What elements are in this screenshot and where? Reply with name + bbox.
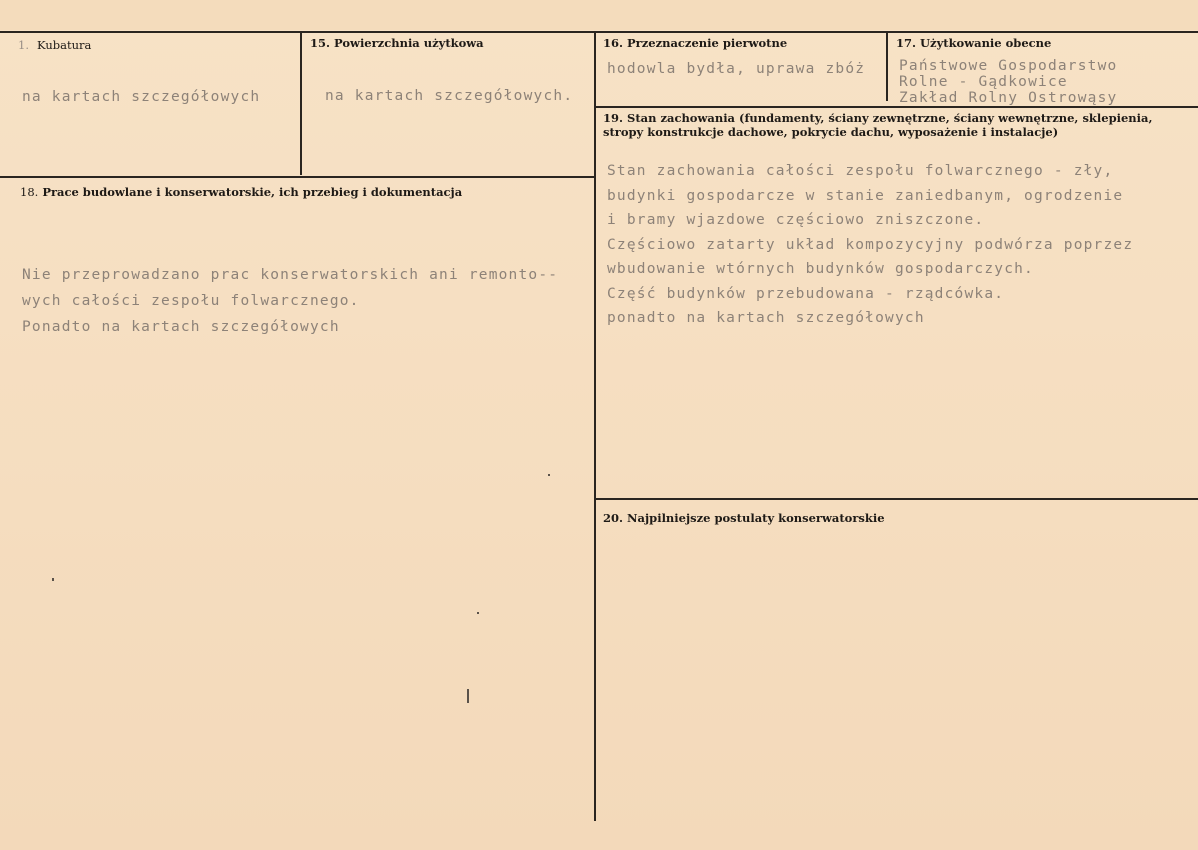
field-17-number: 17. bbox=[896, 36, 917, 50]
field-17-title: Użytkowanie obecne bbox=[920, 36, 1052, 50]
field-19-line: ponadto na kartach szczegółowych bbox=[607, 310, 925, 326]
field-20-number: 20. bbox=[603, 511, 624, 525]
field-19-line: wbudowanie wtórnych budynków gospodarczych. bbox=[607, 261, 1034, 277]
field-18-value bbox=[22, 262, 558, 340]
field-18-label bbox=[20, 185, 462, 199]
field-20-label bbox=[603, 511, 885, 525]
field-18-line: Ponadto na kartach szczegółowych bbox=[22, 319, 340, 335]
field-18-line: Nie przeprowadzano prac konserwatorskich ani remonto-- bbox=[22, 267, 559, 283]
field-17-line: Państwowe Gospodarstwo bbox=[899, 58, 1118, 74]
field-17-line: Zakład Rolny Ostrowąsy bbox=[899, 90, 1118, 106]
card-top-edge bbox=[0, 0, 1198, 30]
rule-below-19 bbox=[594, 498, 1198, 500]
field-16-label bbox=[603, 36, 787, 50]
rule-below-16-17 bbox=[594, 106, 1198, 108]
field-18-number: 18. bbox=[20, 185, 39, 199]
field-20-title: Najpilniejsze postulaty konserwatorskie bbox=[627, 511, 885, 525]
divider-16-17 bbox=[886, 31, 888, 101]
field-19-label bbox=[603, 111, 1188, 139]
paper-speck bbox=[477, 612, 479, 614]
field-14-label bbox=[18, 38, 91, 52]
field-19-number: 19. bbox=[603, 111, 624, 125]
field-16-number: 16. bbox=[603, 36, 624, 50]
field-14-number: 1. bbox=[18, 38, 29, 52]
field-18-title: Prace budowlane i konserwatorskie, ich przebieg i dokumentacja bbox=[42, 185, 463, 199]
field-17-line: Rolne - Gądkowice bbox=[899, 74, 1068, 90]
field-19-line: Częściowo zatarty układ kompozycyjny podwórza poprzez bbox=[607, 236, 1134, 253]
field-15-label bbox=[310, 36, 484, 50]
field-19-line: budynki gospodarcze w stanie zaniedbanym, ogrodzenie bbox=[607, 187, 1124, 204]
field-15-title: Powierzchnia użytkowa bbox=[334, 36, 484, 50]
top-rule bbox=[0, 31, 1198, 33]
field-16-title: Przeznaczenie pierwotne bbox=[627, 36, 788, 50]
field-14-value: na kartach szczegółowych bbox=[22, 89, 261, 105]
paper-speck bbox=[52, 578, 54, 581]
field-19-value bbox=[607, 159, 1133, 331]
field-14-title: Kubatura bbox=[36, 38, 92, 52]
field-15-number: 15. bbox=[310, 36, 331, 50]
paper-speck bbox=[467, 689, 469, 703]
field-19-line: Część budynków przebudowana - rządcówka. bbox=[607, 285, 1005, 302]
divider-left-right bbox=[594, 31, 596, 821]
field-19-line: Stan zachowania całości zespołu folwarcznego - zły, bbox=[607, 163, 1114, 179]
field-17-label bbox=[896, 36, 1051, 50]
field-15-value: na kartach szczegółowych. bbox=[325, 88, 574, 104]
field-17-value bbox=[899, 58, 1189, 106]
field-19-line: i bramy wjazdowe częściowo zniszczone. bbox=[607, 212, 985, 228]
field-18-line: wych całości zespołu folwarcznego. bbox=[22, 293, 360, 309]
paper-speck bbox=[548, 474, 550, 476]
field-16-value: hodowla bydła, uprawa zbóż bbox=[607, 61, 866, 77]
rule-below-14-15 bbox=[0, 176, 594, 178]
field-19-title: Stan zachowania (fundamenty, ściany zewnętrzne, ściany wewnętrzne, sklepienia, stropy konstrukcje dachowe, pokrycie dachu, wyposażenie i instalacje) bbox=[603, 111, 1153, 139]
divider-14-15 bbox=[300, 31, 302, 175]
